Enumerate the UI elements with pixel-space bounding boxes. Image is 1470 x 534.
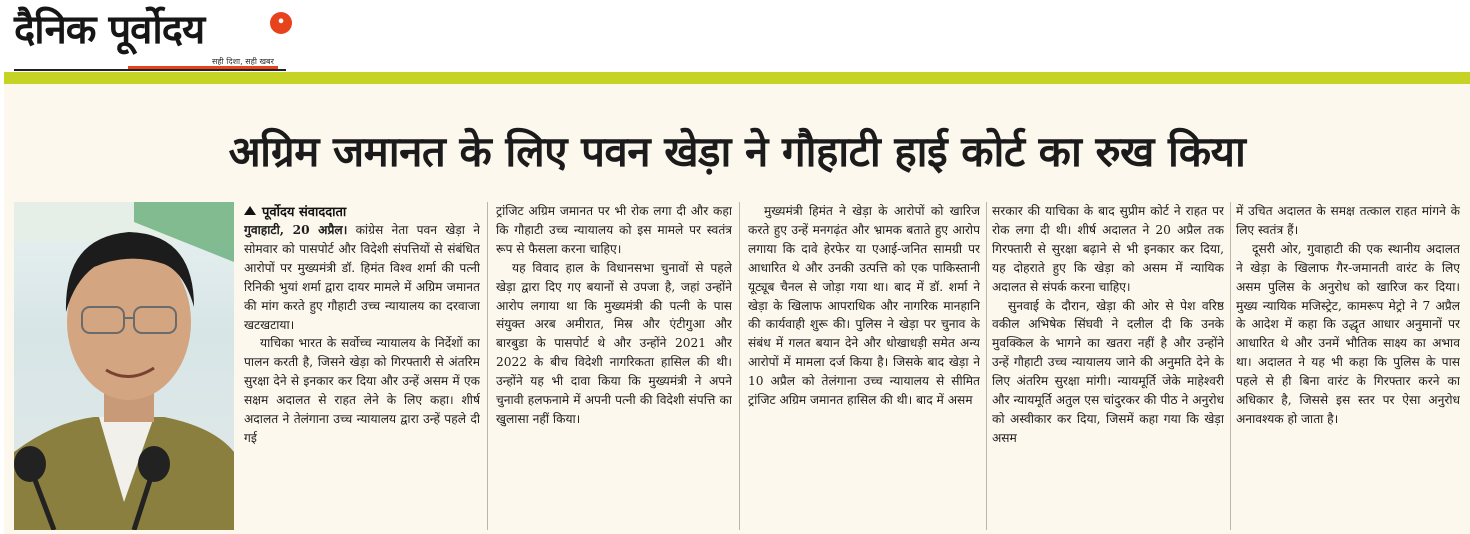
section-divider-bar xyxy=(4,72,1470,84)
article-column-4 xyxy=(992,202,1224,530)
paragraph: दूसरी ओर, गुवाहाटी की एक स्थानीय अदालत ने खेड़ा के खिलाफ गैर-जमानती वारंट के लिए असम पुलिस के अनुरोध को खारिज कर दिया। मुख्य न्यायिक मजिस्ट्रेट, कामरूप मेट्रो ने 7 अप्रैल के आदेश में कहा कि उद्धृत आधार अनुमानों पर आधारित थे और उनमें भौतिक साक्ष्य का अभाव था। अदालत ने यह भी कहा कि पुलिस के पास पहले से ही बिना वारंट के गिरफ्तार करने का अधिकार है, जिससे इस स्तर पर ऐसा अनुरोध अनावश्यक हो जाता है। xyxy=(1236,241,1460,426)
article-photo xyxy=(14,202,234,530)
article-headline: अग्रिम जमानत के लिए पवन खेड़ा ने गौहाटी हाई कोर्ट का रुख किया xyxy=(228,127,1246,176)
paragraph: सरकार की याचिका के बाद सुप्रीम कोर्ट ने राहत पर रोक लगा दी थी। शीर्ष अदालत ने 20 अप्रैल तक गिरफ्तारी से सुरक्षा बढ़ाने से भी इनकार कर दिया, यह दोहराते हुए कि खेड़ा को असम में न्यायिक अदालत से संपर्क करना चाहिए। xyxy=(992,204,1224,294)
column-separator xyxy=(986,202,987,530)
article-column-3 xyxy=(748,202,980,530)
paragraph: याचिका भारत के सर्वोच्च न्यायालय के निर्देशों का पालन करती है, जिसने खेड़ा को गिरफ्तारी से अंतरिम सुरक्षा देने से इनकार कर दिया और उन्हें असम में एक सक्षम अदालत से राहत लेने के लिए कहा। शीर्ष अदालत ने तेलंगाना उच्च न्यायालय द्वारा उन्हें पहले दी गई xyxy=(244,336,480,445)
column-separator xyxy=(739,202,740,530)
logo-tagline: सही दिशा, सही खबर xyxy=(212,57,274,66)
paragraph-text: कांग्रेस नेता पवन खेड़ा ने सोमवार को पासपोर्ट और विदेशी संपत्तियों से संबंधित आरोपों पर मुख्यमंत्री डॉ. हिमंत विश्व शर्मा की पत्नी रिनिकी भुयां शर्मा द्वारा दायर मामले में अग्रिम जमानत की मांग करते हुए गौहाटी उच्च न्यायालय का दरवाजा खटखटाया। xyxy=(244,223,480,332)
article-column-5 xyxy=(1236,202,1460,530)
dateline: गुवाहाटी, 20 अप्रैल। xyxy=(244,223,348,237)
logo-text: दैनिक पूर्वोदय xyxy=(14,7,205,53)
column-separator xyxy=(487,202,488,530)
paragraph xyxy=(244,221,480,334)
paragraph: सुनवाई के दौरान, खेड़ा की ओर से पेश वरिष्ठ वकील अभिषेक सिंघवी ने दलील दी कि उनके मुवक्किल के भागने का खतरा नहीं है और उन्होंने उन्हें गौहाटी उच्च न्यायालय जाने की अनुमति देने के लिए अंतरिम सुरक्षा मांगी। न्यायमूर्ति जेके माहेश्वरी और न्यायमूर्ति अतुल एस चांदुरकर की पीठ ने अनुरोध को अस्वीकार कर दिया, जिसमें कहा गया कि खेड़ा असम xyxy=(992,298,1224,445)
article-column-2 xyxy=(496,202,732,530)
column-separator xyxy=(1230,202,1231,530)
article xyxy=(4,84,1470,534)
article-column-1 xyxy=(244,221,480,530)
paragraph: मुख्यमंत्री हिमंत ने खेड़ा के आरोपों को खारिज करते हुए उन्हें मनगढ़ंत और भ्रामक बताते हुए आरोप लगाया कि दावे हेरफेर या एआई-जनित सामग्री पर आधारित थे और उनकी उत्पत्ति को एक पाकिस्तानी यूट्यूब चैनल से जोड़ा गया था। बाद में डॉ. शर्मा ने खेड़ा के खिलाफ आपराधिक और नागरिक मानहानि की कार्यवाही शुरू की। पुलिस ने खेड़ा पर चुनाव के संबंध में गलत बयान देने और धोखाधड़ी समेत अन्य आरोपों में मामला दर्ज किया है। जिसके बाद खेड़ा ने 10 अप्रैल को तेलंगाना उच्च न्यायालय से सीमित ट्रांजिट अग्रिम जमानत हासिल की थी। बाद में असम xyxy=(748,204,980,408)
logo-underline xyxy=(14,69,286,71)
article-byline xyxy=(244,202,346,220)
paragraph: ट्रांजिट अग्रिम जमानत पर भी रोक लगा दी और कहा कि गौहाटी उच्च न्यायालय को इस मामले पर स्वतंत्र रूप से फैसला करना चाहिए। xyxy=(496,204,732,256)
triangle-icon xyxy=(244,206,256,215)
portrait-image xyxy=(14,202,234,530)
paragraph: में उचित अदालत के समक्ष तत्काल राहत मांगने के लिए स्वतंत्र हैं। xyxy=(1236,204,1460,237)
logo-circle-icon: • xyxy=(270,12,292,34)
byline-text: पूर्वोदय संवाददाता xyxy=(262,205,347,220)
newspaper-logo[interactable] xyxy=(14,2,286,70)
paragraph: यह विवाद हाल के विधानसभा चुनावों से पहले खेड़ा द्वारा दिए गए बयानों से उपजा है, जहां उन्होंने आरोप लगाया था कि मुख्यमंत्री की पत्नी के पास संयुक्त अरब अमीरात, मिस्र और एंटीगुआ और बारबुडा के पासपोर्ट थे और उन्होंने 2021 और 2022 के बीच विदेशी नागरिकता हासिल की थी। उन्होंने यह भी दावा किया कि मुख्यमंत्री ने अपने चुनावी हलफनामे में अपनी पत्नी की विदेशी संपत्ति का खुलासा नहीं किया। xyxy=(496,260,732,426)
masthead xyxy=(0,0,1470,72)
